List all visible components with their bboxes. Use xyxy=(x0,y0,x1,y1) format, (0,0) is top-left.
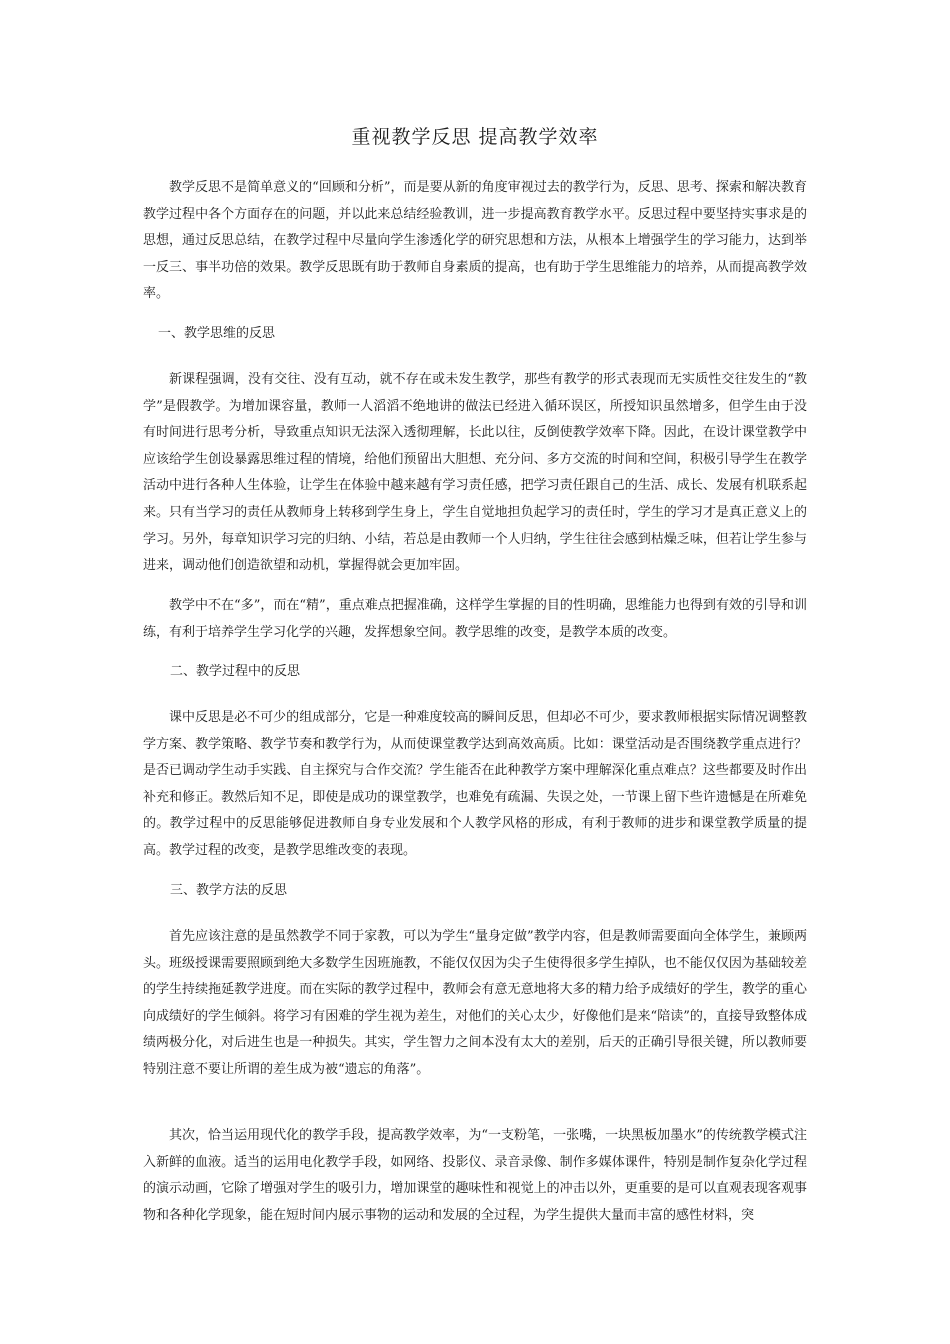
document-title: 重视教学反思 提高教学效率 xyxy=(351,126,599,148)
paragraph-section-1-a: 新课程强调，没有交往、没有互动，就不存在或未发生教学，那些有教学的形式表现而无实质性交往发生的“教学”是假教学。为增加课容量，教师一人滔滔不绝地讲的做法已经进入循环误区，所授知识虽然增多，但学生由于没有时间进行思考分析，导致重点知识无法深入透彻理解，长此以往，反倒使教学效率下降。因此，在设计课堂教学中应该给学生创设暴露思维过程的情境，给他们预留出大胆想、充分问、多方交流的时间和空间，积极引导学生在教学活动中进行各种人生体验，让学生在体验中越来越有学习责任感，把学习责任跟自己的生活、成长、发展有机联系起来。只有当学习的责任从教师身上转移到学生身上，学生自觉地担负起学习的责任时，学生的学习才是真正意义上的学习。另外，每章知识学习完的归纳、小结，若总是由教师一个人归纳，学生往往会感到枯燥乏味，但若让学生参与进来，调动他们创造欲望和动机，掌握得就会更加牢固。 xyxy=(143,372,807,574)
section-heading-1: 一、教学思维的反思 xyxy=(158,326,276,341)
section-heading-2: 二、教学过程中的反思 xyxy=(170,664,301,679)
section-heading-3: 三、教学方法的反思 xyxy=(170,883,288,898)
paragraph-section-2: 课中反思是必不可少的组成部分，它是一种难度较高的瞬间反思，但却必不可少，要求教师根据实际情况调整教学方案、教学策略、教学节奏和教学行为，从而使课堂教学达到高效高质。比如：课堂活动是否围绕教学重点进行？是否已调动学生动手实践、自主探究与合作交流？学生能否在此种教学方案中理解深化重点难点？这些都要及时作出补充和修正。教然后知不足，即使是成功的课堂教学，也难免有疏漏、失误之处，一节课上留下些许遗憾是在所难免的。教学过程中的反思能够促进教师自身专业发展和个人教学风格的形成，有利于教师的进步和课堂教学质量的提高。教学过程的改变，是教学思维改变的表现。 xyxy=(143,710,807,858)
paragraph-intro: 教学反思不是简单意义的“回顾和分析”，而是要从新的角度审视过去的教学行为，反思、思考、探索和解决教育教学过程中各个方面存在的问题，并以此来总结经验教训，进一步提高教育教学水平。反思过程中要坚持实事求是的思想，通过反思总结，在教学过程中尽量向学生渗透化学的研究思想和方法，从根本上增强学生的学习能力，达到举一反三、事半功倍的效果。教学反思既有助于教师自身素质的提高，也有助于学生思维能力的培养，从而提高教学效率。 xyxy=(143,180,807,302)
paragraph-section-1-b: 教学中不在“多”，而在“精”，重点难点把握准确，这样学生掌握的目的性明确，思维能力也得到有效的引导和训练，有利于培养学生学习化学的兴趣，发挥想象空间。教学思维的改变，是教学本质的改变。 xyxy=(143,598,807,640)
paragraph-section-3-b: 其次，恰当运用现代化的教学手段，提高教学效率，为“一支粉笔，一张嘴，一块黑板加墨水”的传统教学模式注入新鲜的血液。适当的运用电化教学手段，如网络、投影仪、录音录像、制作多媒体课件，特别是制作复杂化学过程的演示动画，它除了增强对学生的吸引力，增加课堂的趣味性和视觉上的冲击以外，更重要的是可以直观表现客观事物和各种化学现象，能在短时间内展示事物的运动和发展的全过程，为学生提供大量而丰富的感性材料，突 xyxy=(143,1128,807,1223)
paragraph-section-3-a: 首先应该注意的是虽然教学不同于家教，可以为学生“量身定做”教学内容，但是教师需要面向全体学生，兼顾两头。班级授课需要照顾到绝大多数学生因班施教，不能仅仅因为尖子生使得很多学生掉队，也不能仅仅因为基础较差的学生持续拖延教学进度。而在实际的教学过程中，教师会有意无意地将大多的精力给予成绩好的学生，教学的重心向成绩好的学生倾斜。将学习有困难的学生视为差生，对他们的关心太少，好像他们是来“陪读”的，直接导致整体成绩两极分化，对后进生也是一种损失。其实，学生智力之间本没有太大的差别，后天的正确引导很关键，所以教师要特别注意不要让所谓的差生成为被“遗忘的角落”。 xyxy=(143,929,807,1077)
